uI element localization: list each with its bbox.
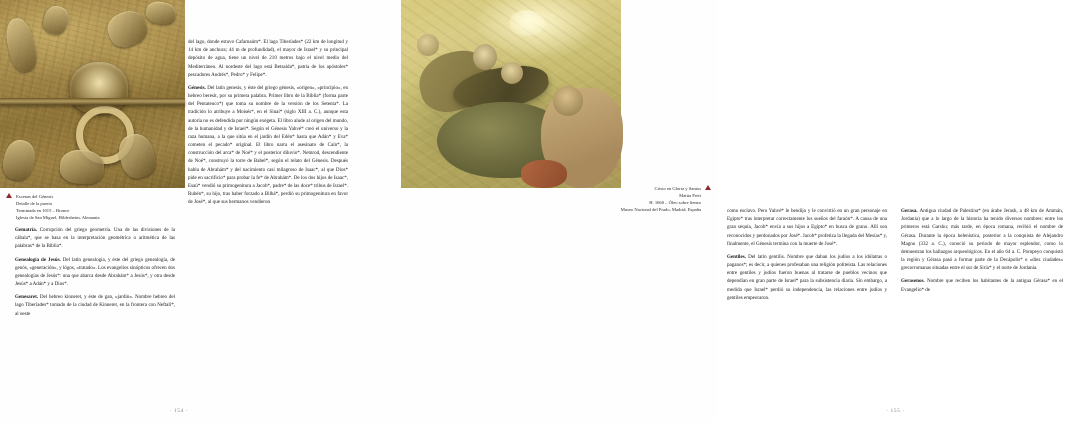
- entry-body: Del hebreo kinneret, y éste de gan, «jardín». Nombre hebreo del lago Tiberíades* tomado de la ciudad de Kinneret, en la frontera con Neftalí*, al oeste: [15, 294, 176, 317]
- entry-body: del lago, donde estuvo Cafarnaúm*. El lago Tiberíades* (22 km de longitud y 14 km de anchura; 44 m de profundidad), el mayor de Israel* y su principal depósito de agua, tiene un nivel de 210 metros bajo el nivel medio del Mediterráneo. Al nordeste del lago está Betsaida*, patria de los apóstoles* pescadores Andrés*, Pedro* y Felipe*.: [188, 39, 348, 78]
- caption-line: Mattia Preti: [679, 193, 701, 199]
- painted-figure-head: [553, 86, 583, 116]
- caption-line: Detalle de la puerta: [16, 201, 52, 207]
- caption-line: Cristo en Gloria y Santos: [654, 186, 701, 191]
- right-page-plate-painting: [401, 0, 621, 188]
- caption-line: Terminada en 1015 – Bronce: [16, 208, 70, 214]
- caption-line: Museo Nacional del Prado, Madrid, España: [620, 207, 701, 213]
- painted-red-drapery: [521, 160, 567, 188]
- left-page-column-2: [188, 38, 348, 211]
- folio-ornament-left: ·: [886, 408, 889, 414]
- entry-body: como esclavo. Pero Yahvé* le bendijo y le convirtió en un gran personaje en Egipto* tras interpretar correctamente los sueños del faraón*. A causa de una gran sequía, Jacob* envía a sus hijos a Egipto* en busca de grano. Allí son reconocidos y perdonados por José*. Jacob* profetiza la llegada del Mesías* y, finalmente, el Génesis termina con la muerte de José*.: [727, 208, 887, 247]
- painted-figure-head: [473, 44, 497, 70]
- entry-term: Genesaret.: [15, 294, 40, 301]
- relief-divider-band: [0, 98, 185, 105]
- caption-line: H. 1660 – Óleo sobre lienzo: [649, 200, 701, 206]
- dictionary-entry: [15, 226, 175, 251]
- caption-line: Escenas del Génesis: [16, 194, 54, 199]
- entry-body: Del latín gentilis. Nombre que daban los judíos a los idólatras o paganos*; es decir, a quienes profesaban una religión politeísta. Las relaciones entre gentiles y judíos fueron buenas al tratarse de pueblos vecinos que dependían en gran parte de Israel* para la subsistencia diaria. Sin embargo, a medida que Israel* perdió su independencia, las relaciones entre judíos y gentiles empeoraron.: [727, 253, 887, 301]
- entry-term: Gerasenos.: [901, 278, 927, 285]
- entry-term: Gentiles.: [727, 253, 749, 260]
- entry-body: Corrupción del griego geometría. Una de las divisiones de la cábala*, que se basa en la interpretación geométrica o aritmética de las palabras* de la Biblia*.: [15, 227, 175, 250]
- dictionary-entry: [15, 256, 175, 289]
- right-page-column-2: [901, 207, 1063, 299]
- left-page-folio: [0, 408, 358, 414]
- folio-ornament-right: ·: [185, 408, 189, 414]
- folio-number: 154: [174, 408, 184, 414]
- right-page-folio: [716, 408, 1075, 414]
- right-page-column-1: [727, 207, 887, 307]
- relief-figure: [59, 149, 105, 186]
- folio-ornament-right: ·: [902, 408, 905, 414]
- entry-body: Nombre que reciben los habitantes de la antigua Gérasa* en el Evangelio* de: [901, 278, 1064, 293]
- left-page-column-1: [15, 226, 175, 323]
- dictionary-entry: [15, 293, 175, 318]
- caption-line: Iglesia de San Miguel, Hildesheim, Alemania: [16, 215, 100, 221]
- right-page: [358, 0, 1064, 422]
- left-plate-caption: [6, 193, 100, 221]
- folio-ornament-left: ·: [169, 408, 173, 414]
- dictionary-entry: [727, 253, 887, 302]
- triangle-marker-icon: [705, 185, 711, 190]
- triangle-marker-icon: [6, 193, 12, 198]
- entry-term: Genealogía de Jesús.: [15, 256, 63, 263]
- folio-number: 155: [890, 408, 901, 414]
- entry-term: Génesis.: [188, 84, 208, 91]
- dictionary-entry: [901, 277, 1063, 293]
- entry-term: Gematría.: [15, 227, 40, 233]
- entry-term: Gerasa.: [901, 208, 920, 214]
- entry-body: Del latín genealogia, y éste del griego genealogía, de genós, «generación», y lógos, «tratado». Los evangelios sinópticos ofrecen dos genealogías de Jesús*: una que abarca desde Abrahám* a Jesús*, y otra desde Jesús* a Adán* y a Dios*.: [15, 256, 175, 288]
- painted-figure-head: [501, 62, 523, 84]
- dictionary-entry: [901, 207, 1063, 272]
- right-plate-caption: [621, 185, 711, 213]
- painted-figure-head: [417, 34, 439, 56]
- entry-body: Antigua ciudad de Palestina* (en árabe Jerash, a 48 km de Ammán, Jordania) que a lo largo de la historia ha tenido diversos nombres: entre los primeros está Garshu; más tarde, en época romana, recibió el nombre de Gérasa. Durante la época helenística, posterior a la conquista de Alejandro Magno (332 a. C.), conoció su periodo de mayor esplendor, como lo demuestran los hallazgos arqueológicos. En el año 64 a. C. Pompeyo conquistó la región y Gérasa pasó a formar parte de la Decápolis* o «diez ciudades» grecorromanas situadas entre el sur de Siria* y el norte de Jordania.: [901, 208, 1063, 272]
- painted-glory-light: [509, 10, 545, 36]
- left-page-plate-bronze-relief: [0, 0, 185, 188]
- entry-body: Del latín genesis, y éste del griego génesis, «origen», «principio», en hebreo beresit, por su primera palabra. Primer libro de la Biblia* (forma parte del Pentateuco*) que toma su nombre de la versión de los Setenta*. La tradición lo atribuye a Moisés*, en el Sinaí* (siglo XIII a. C.), aunque esta autoría no es defendida por ningún exégeta. El libro alude al origen del mundo, de la humanidad y de Israel*. Según el Génesis Yahvé* creó el universo y la raza humana, a la que sitúa en el jardín del Edén* hasta que Adán* y Eva* cometen el pecado* original. El libro narra el asesinato de Caín*, la construcción del arca* de Noé* y el posterior diluvio*. Nemrod, descendiente de Noé*, construyó la torre de Babel*, según el relato del Génesis. Después habla de Abrahám* y del nacimiento casi milagroso de Isaac*, al que Dios* pide en sacrificio* para probar la fe* de Abrahám*. De los dos hijos de Isaac*, Esaú* vendió su primogenitura a Jacob*, padre* de las doce* tribus de Israel*. Rubén*, su hijo, tras haber forzado a Bilhá*, perdió su primogenitura en favor de José*, al que sus hermanos vendieron: [188, 84, 348, 206]
- dictionary-entry: [188, 84, 348, 207]
- entry-continuation: [727, 207, 887, 248]
- entry-continuation: [188, 38, 348, 79]
- left-page: [0, 0, 358, 422]
